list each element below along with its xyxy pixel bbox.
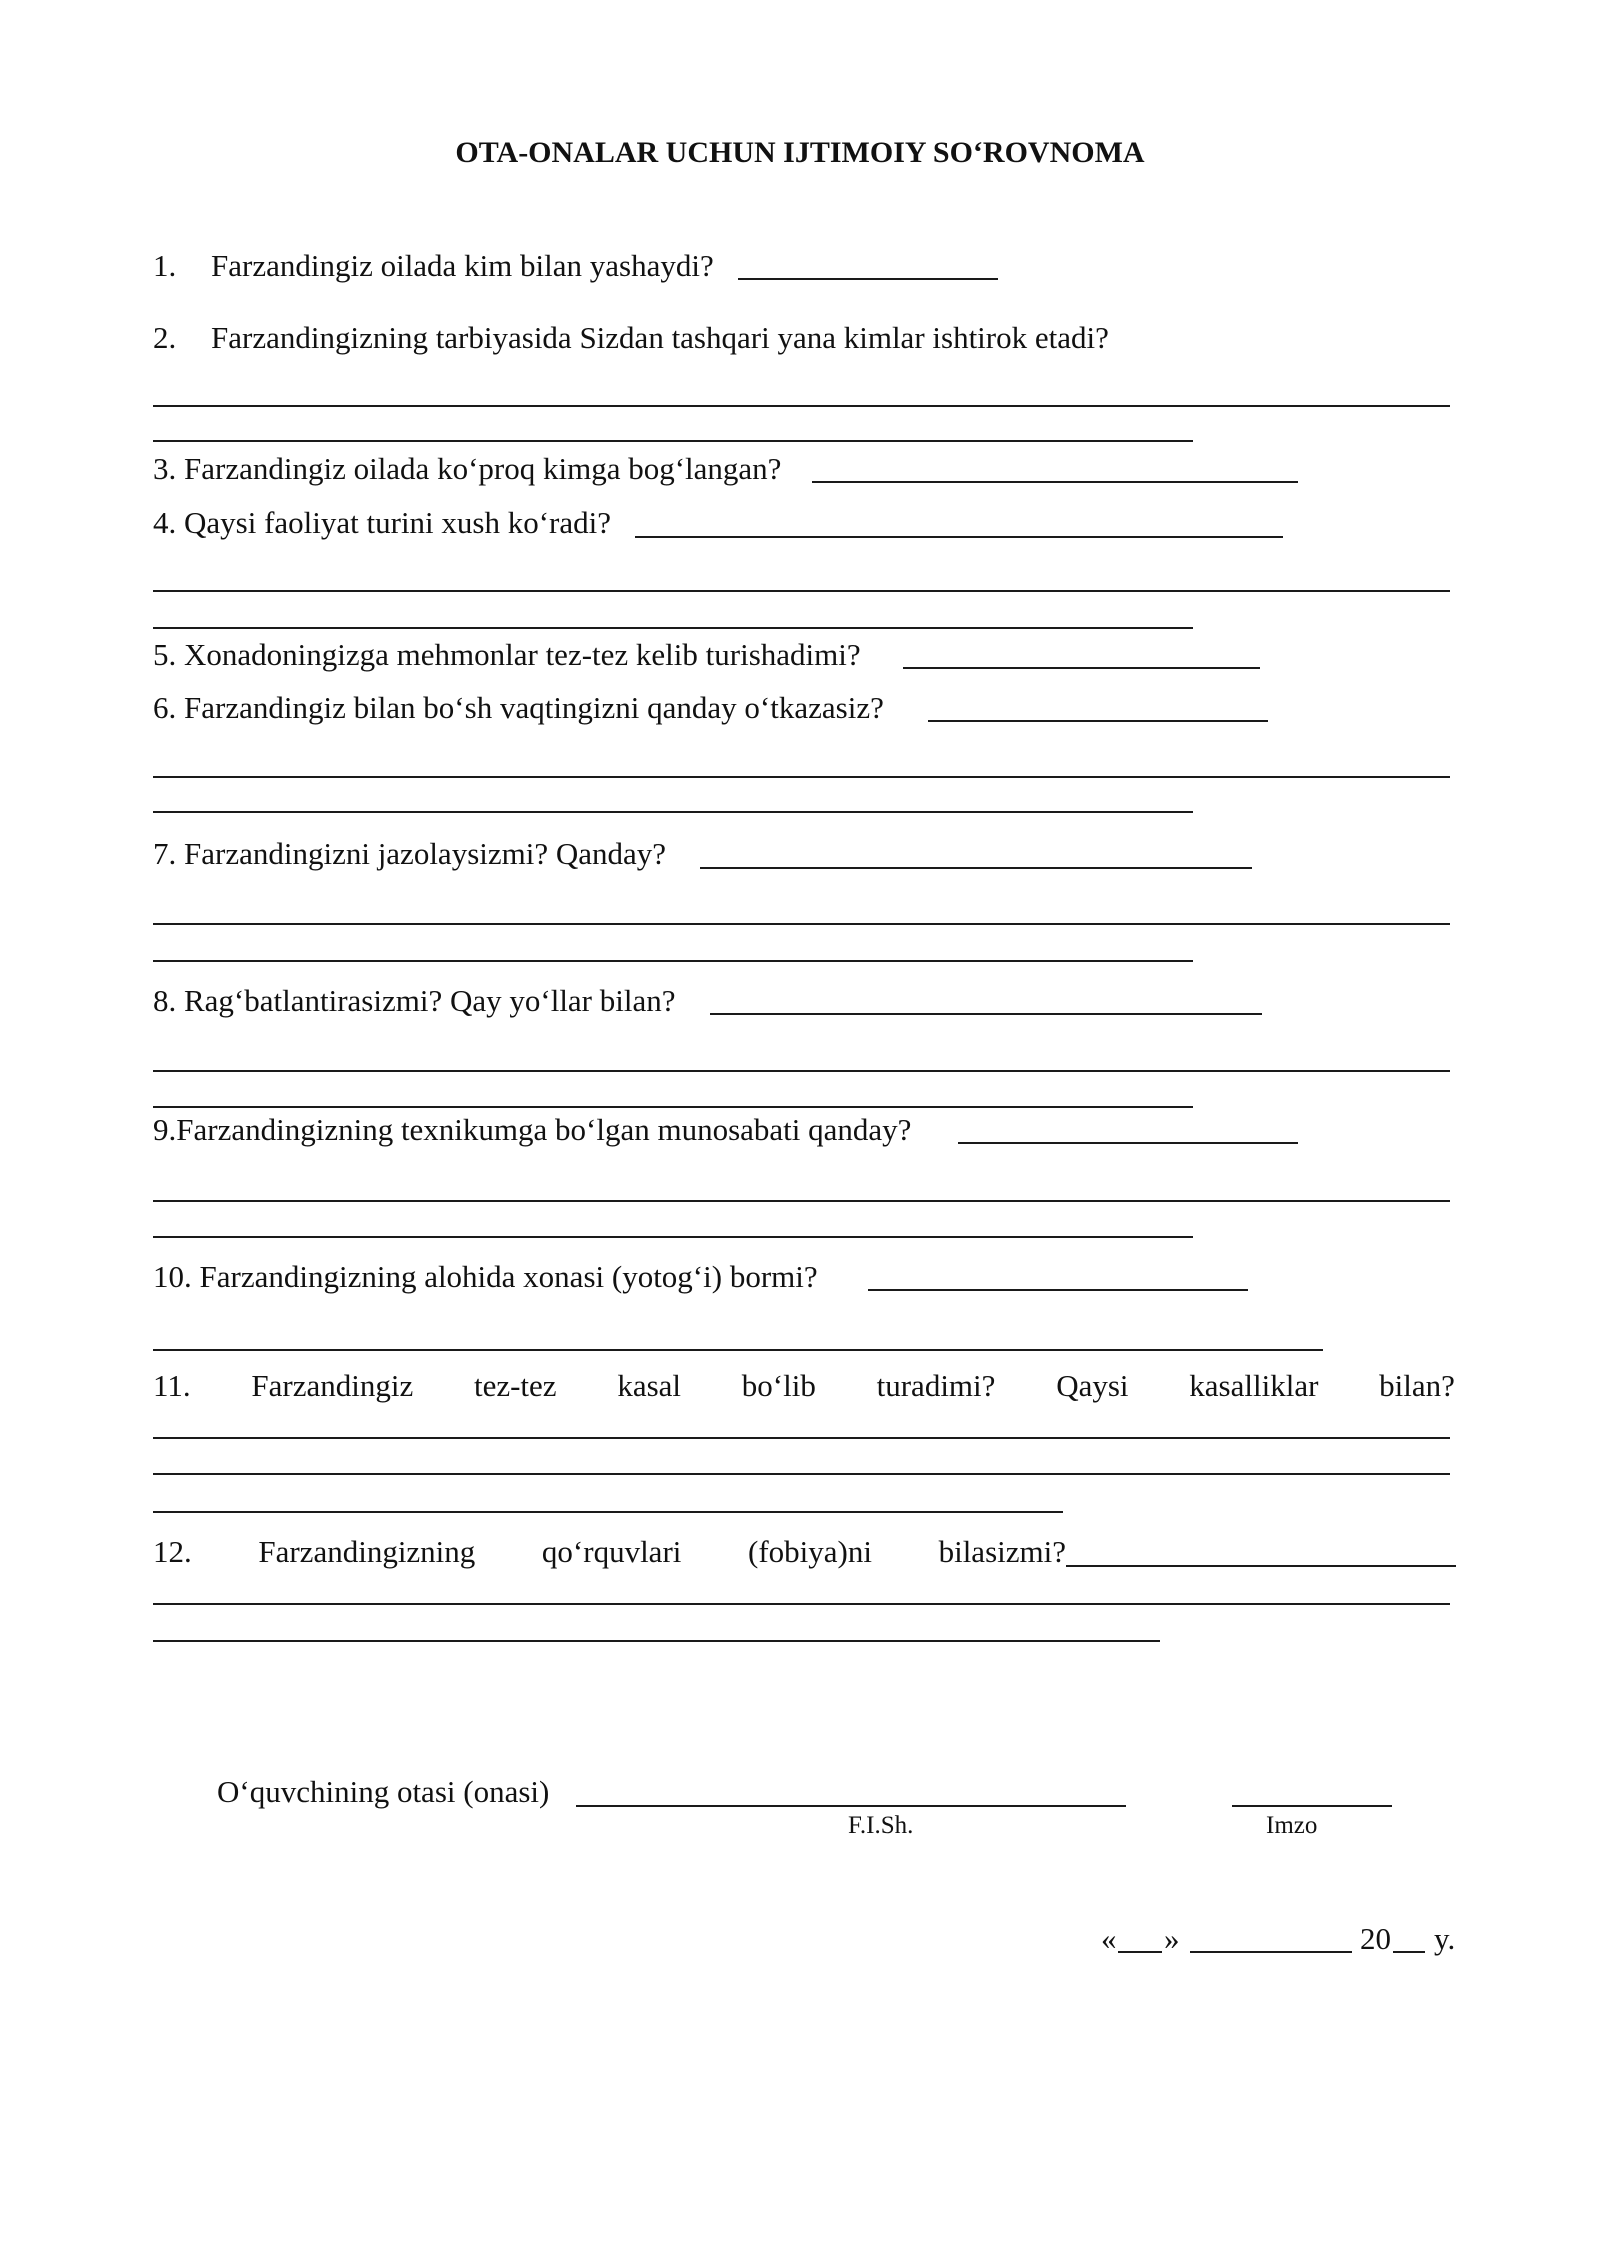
q10-text: 10. Farzandingizning alohida xonasi (yotog‘i) bormi? [153, 1259, 818, 1294]
q11-word: kasalliklar [1189, 1368, 1319, 1403]
q11-word: kasal [617, 1368, 682, 1403]
q1-text: Farzandingiz oilada kim bilan yashaydi? [211, 248, 714, 283]
q8-answer-line-3[interactable] [153, 1106, 1193, 1108]
q12-word: qo‘rquvlari [541, 1534, 682, 1569]
q7-answer-line-3[interactable] [153, 960, 1193, 962]
q11-word: tez-tez [473, 1368, 557, 1403]
signature-label: O‘quvchining otasi (onasi) [217, 1774, 550, 1809]
q12-question [153, 1534, 1066, 1570]
q2-number: 2. [153, 320, 177, 355]
q12-answer-line-2[interactable] [153, 1603, 1450, 1605]
q8-answer-line-2[interactable] [153, 1070, 1450, 1072]
date-month-line[interactable] [1190, 1951, 1352, 1953]
q12-word: (fobiya)ni [748, 1534, 872, 1569]
date-year-prefix: 20 [1360, 1921, 1391, 1956]
q6-text: 6. Farzandingiz bilan bo‘sh vaqtingizni qanday o‘tkazasiz? [153, 690, 884, 725]
q2-answer-line-1[interactable] [153, 405, 1450, 407]
q9-answer-line-2[interactable] [153, 1200, 1450, 1202]
date-day-line[interactable] [1118, 1951, 1162, 1953]
q7-answer-line-2[interactable] [153, 923, 1450, 925]
q12-answer-line[interactable] [1066, 1565, 1456, 1567]
signature-caption: Imzo [1266, 1812, 1318, 1839]
q12-word: Farzandingizning [258, 1534, 476, 1569]
q2-text: Farzandingizning tarbiyasida Sizdan tashqari yana kimlar ishtirok etadi? [211, 320, 1109, 355]
q9-text: 9.Farzandingizning texnikumga bo‘lgan munosabati qanday? [153, 1112, 912, 1147]
q6-answer-line-2[interactable] [153, 776, 1450, 778]
q5-text: 5. Xonadoningizga mehmonlar tez-tez kelib turishadimi? [153, 637, 861, 672]
q10-answer-line[interactable] [868, 1289, 1248, 1291]
q12-word: bilasizmi? [938, 1534, 1066, 1569]
q11-answer-line-1[interactable] [153, 1437, 1450, 1439]
q11-word: bo‘lib [741, 1368, 816, 1403]
q3-answer-line[interactable] [812, 481, 1298, 483]
q1-number: 1. [153, 248, 177, 283]
q11-answer-line-2[interactable] [153, 1473, 1450, 1475]
q1-answer-line[interactable] [738, 278, 998, 280]
q7-text: 7. Farzandingizni jazolaysizmi? Qanday? [153, 836, 667, 871]
q9-answer-line[interactable] [958, 1142, 1298, 1144]
q6-answer-line-3[interactable] [153, 811, 1193, 813]
parent-name-line[interactable] [576, 1805, 1126, 1807]
q12-answer-line-3[interactable] [153, 1640, 1160, 1642]
q3-text: 3. Farzandingiz oilada ko‘proq kimga bog‘langan? [153, 451, 782, 486]
q10-answer-line-2[interactable] [153, 1349, 1323, 1351]
page-title: OTA-ONALAR UCHUN IJTIMOIY SO‘ROVNOMA [455, 136, 1145, 169]
q8-answer-line[interactable] [710, 1013, 1262, 1015]
name-caption: F.I.Sh. [848, 1812, 914, 1839]
q7-answer-line[interactable] [700, 867, 1252, 869]
q11-word: turadimi? [876, 1368, 996, 1403]
q11-word: bilan? [1379, 1368, 1455, 1403]
q4-answer-line-3[interactable] [153, 627, 1193, 629]
q11-answer-line-3[interactable] [153, 1511, 1063, 1513]
q11-word: Farzandingiz [251, 1368, 414, 1403]
date-year-suffix: y. [1434, 1921, 1456, 1956]
q4-answer-line-2[interactable] [153, 590, 1450, 592]
q9-answer-line-3[interactable] [153, 1236, 1193, 1238]
date-open-quote: « [1101, 1921, 1117, 1956]
signature-line[interactable] [1232, 1805, 1392, 1807]
q11-question [153, 1368, 1455, 1404]
q12-word: 12. [153, 1534, 192, 1569]
q4-answer-line[interactable] [635, 536, 1283, 538]
date-close-quote: » [1164, 1921, 1180, 1956]
q11-word: Qaysi [1056, 1368, 1129, 1403]
q8-text: 8. Rag‘batlantirasizmi? Qay yo‘llar bilan? [153, 983, 676, 1018]
q4-text: 4. Qaysi faoliyat turini xush ko‘radi? [153, 505, 612, 540]
q2-answer-line-2[interactable] [153, 440, 1193, 442]
q6-answer-line[interactable] [928, 720, 1268, 722]
q11-word: 11. [153, 1368, 191, 1403]
date-year-line[interactable] [1393, 1951, 1425, 1953]
q5-answer-line[interactable] [903, 667, 1260, 669]
